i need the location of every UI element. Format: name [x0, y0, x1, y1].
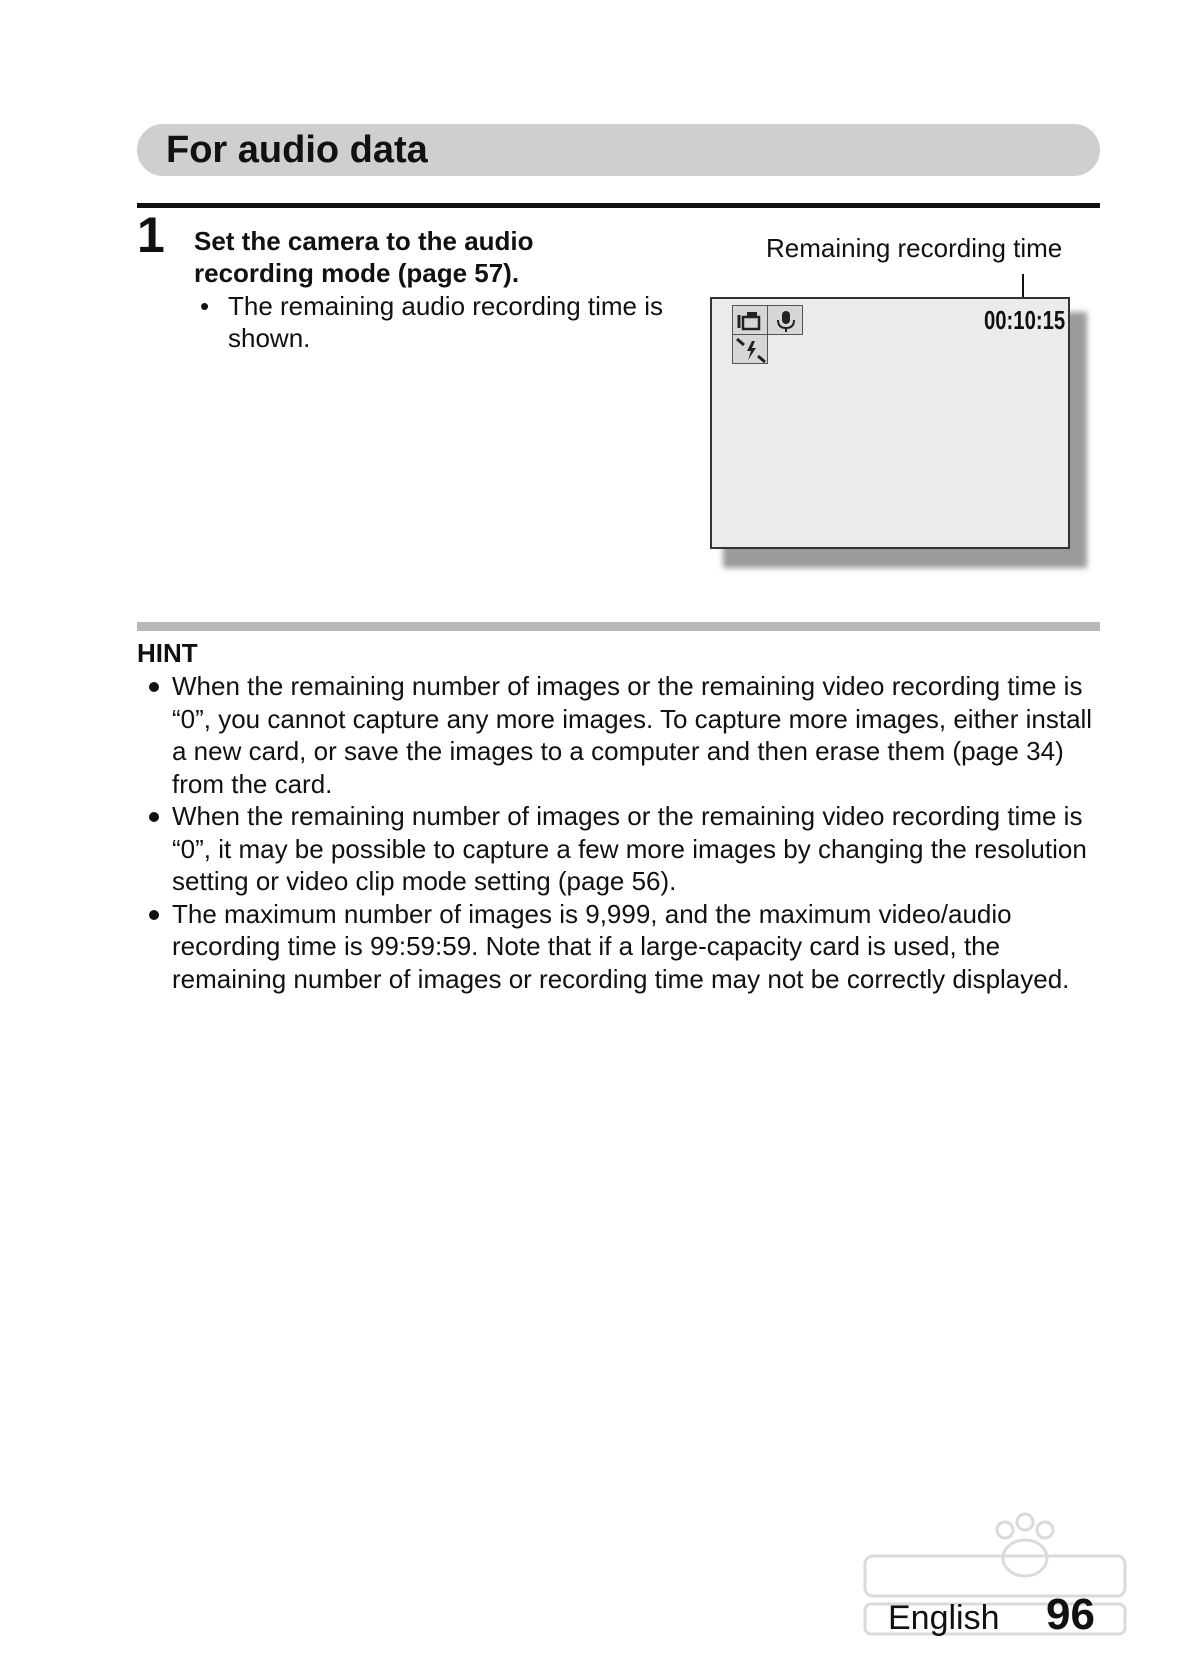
camera-screen — [710, 297, 1070, 549]
callout-label: Remaining recording time — [766, 233, 1063, 263]
microphone-icon — [767, 305, 803, 335]
bullet: • — [200, 291, 210, 321]
hint-divider — [137, 622, 1100, 631]
section-header — [137, 124, 1100, 176]
bullet-dot — [149, 682, 159, 692]
page-number: 96 — [1046, 1590, 1095, 1639]
hint-item-text: When the remaining number of images or the remaining video recording time is “0”, you cannot capture any more images. To capture more images, either install a new card, or save the images to a computer and then erase them (page 34) from the card. — [172, 671, 1093, 799]
step-note-text: The remaining audio recording time is shown. — [228, 291, 663, 353]
hint-title: HINT — [137, 638, 198, 668]
video-mode-icon — [732, 305, 768, 335]
step-number: 1 — [137, 207, 165, 263]
hint-item — [147, 800, 1107, 898]
hint-item — [147, 898, 1107, 996]
hint-item-text: The maximum number of images is 9,999, and the maximum video/audio recording time is 99:59:59. Note that if a large-capacity card is used, the remaining number of images or recording time may not be correctly displayed. — [172, 898, 1070, 994]
step-note — [200, 290, 680, 354]
hint-item — [147, 670, 1107, 800]
hint-list — [147, 670, 1107, 995]
step-title: Set the camera to the audio recording mode (page 57). — [194, 226, 534, 288]
footer-language: English — [888, 1599, 1000, 1637]
section-divider — [137, 203, 1100, 208]
remaining-time-display: 00:10:15 — [984, 305, 1066, 335]
hint-item-text: When the remaining number of images or the remaining video recording time is “0”, it may be possible to capture a few more images by changing the resolution setting or video clip mode setting (page 56). — [172, 801, 1087, 896]
bullet-dot — [149, 812, 159, 822]
bullet-dot — [149, 910, 159, 920]
flash-off-icon — [732, 334, 768, 364]
section-title: For audio data — [166, 129, 428, 171]
